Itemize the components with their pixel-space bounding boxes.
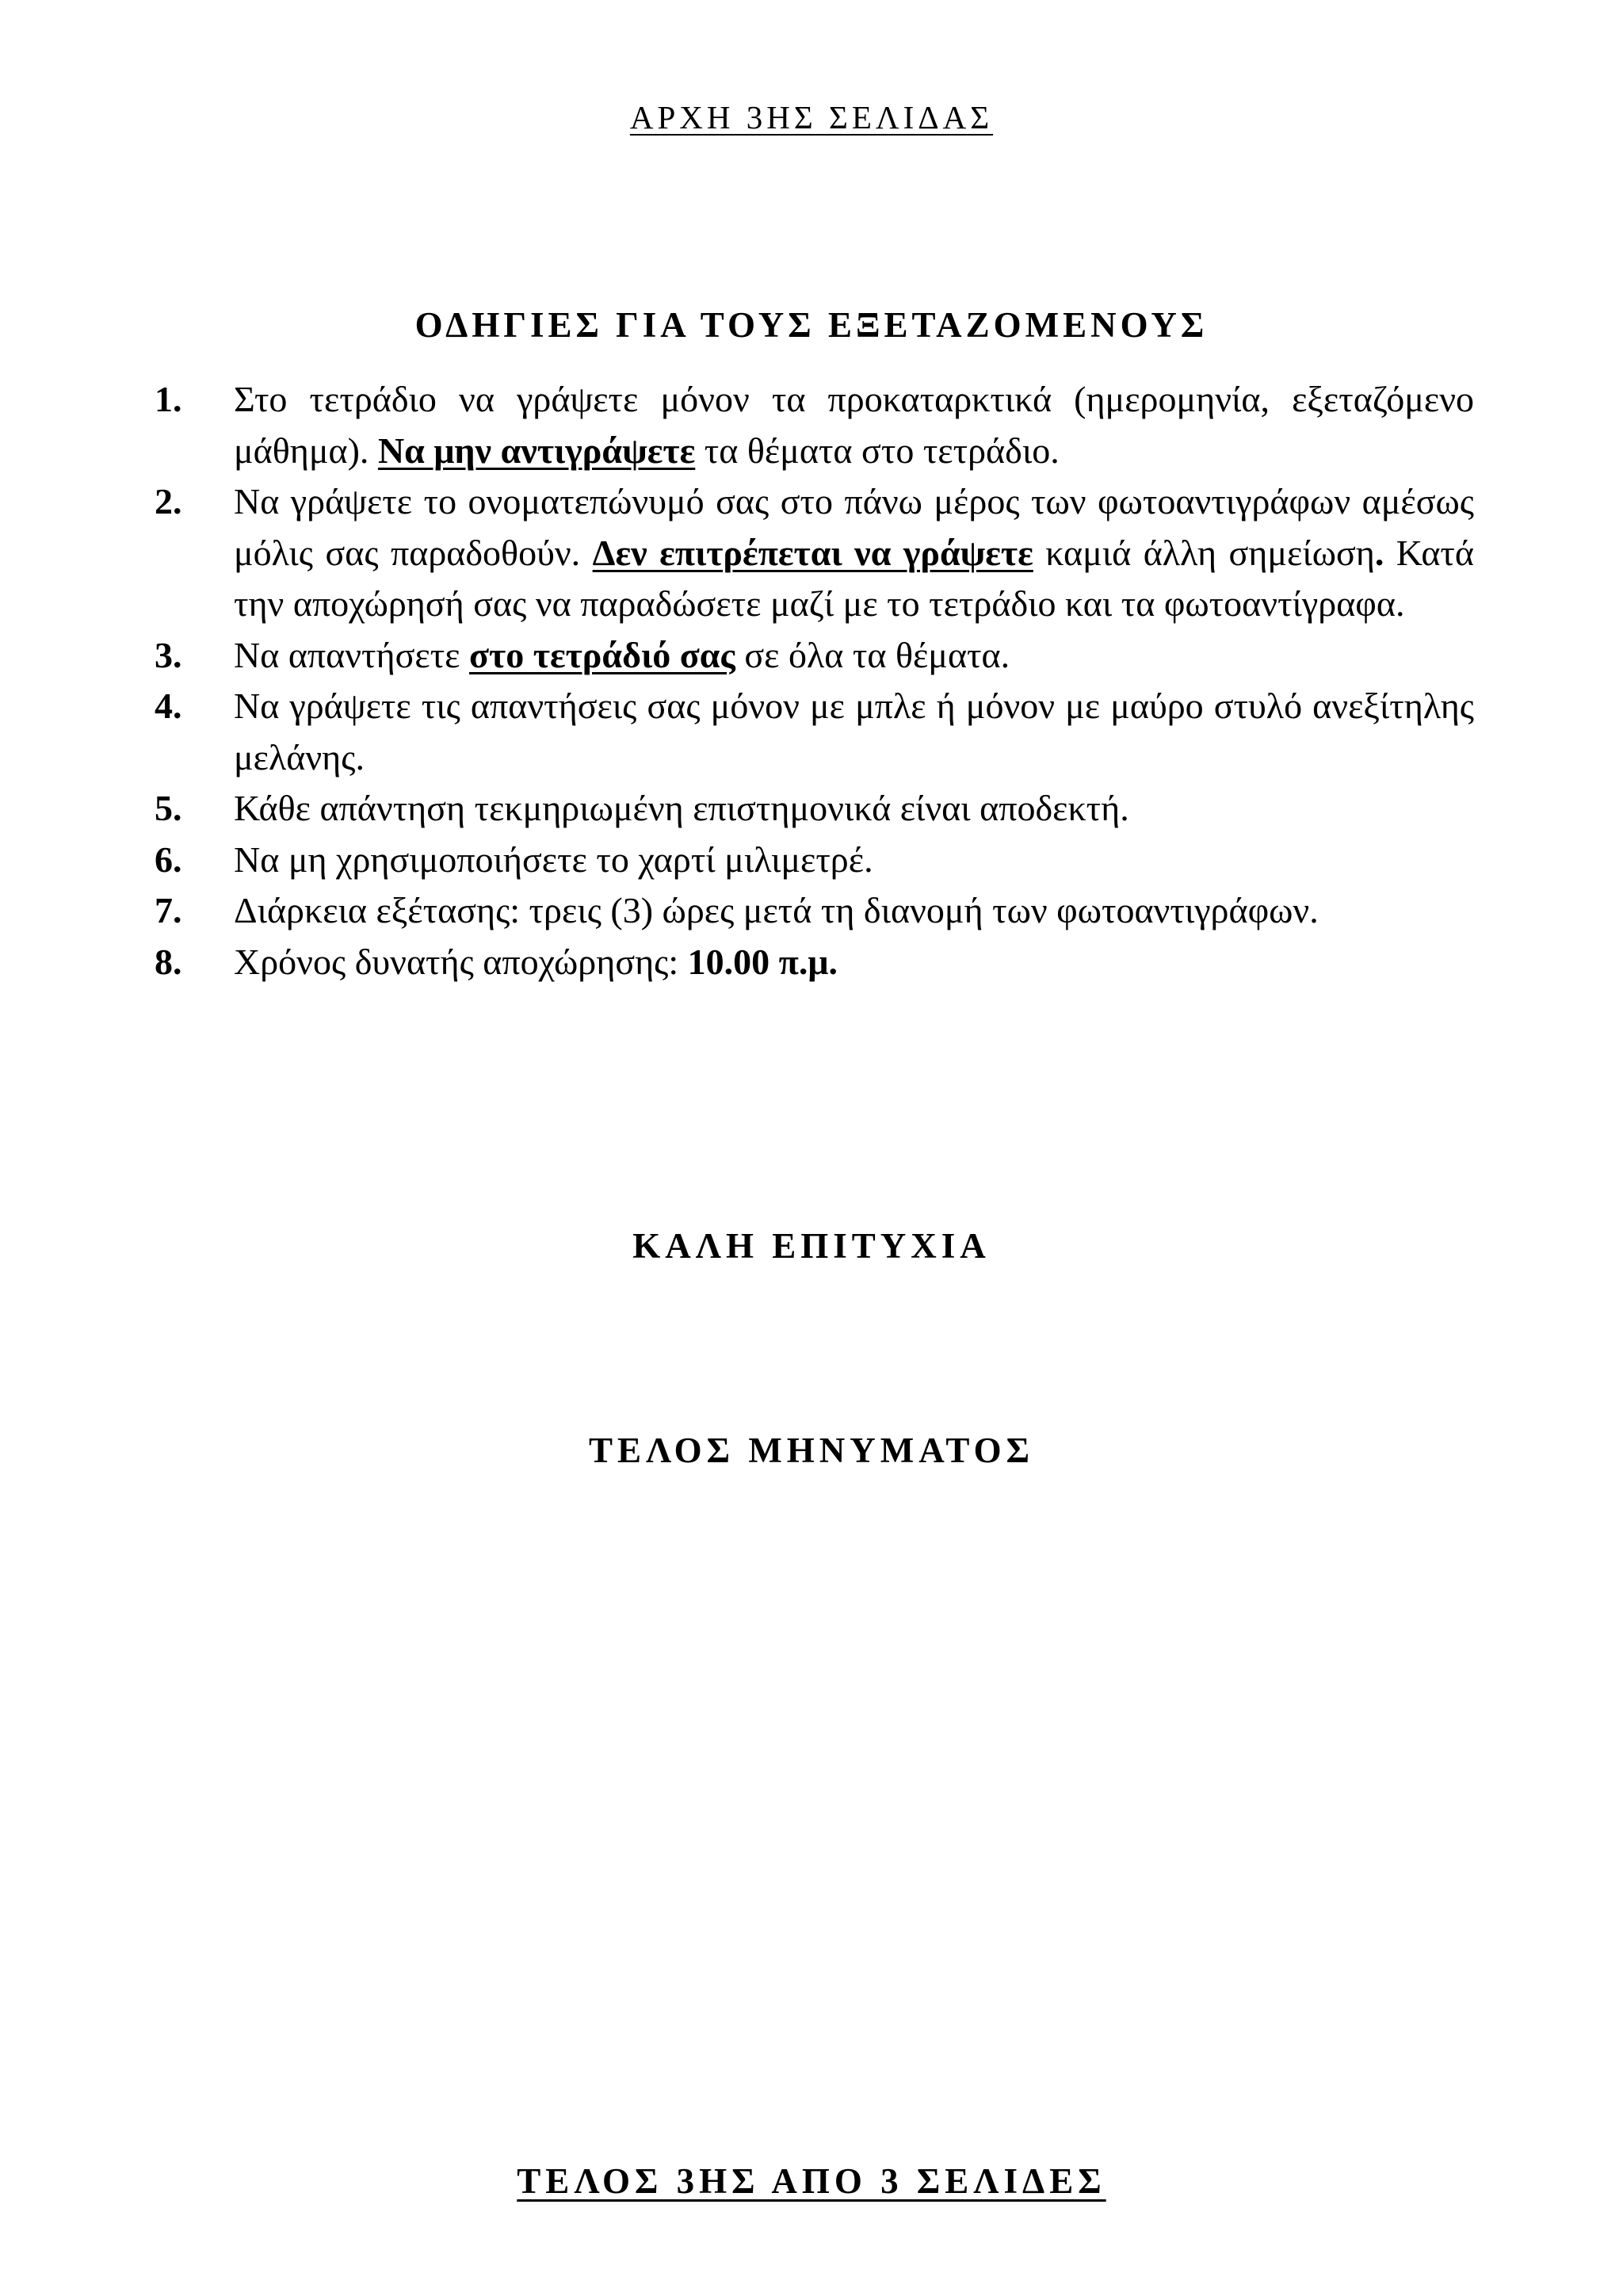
instruction-item (155, 885, 1474, 937)
instruction-number: 8. (155, 941, 182, 982)
page-footer: ΤΕΛΟΣ 3ΗΣ ΑΠΟ 3 ΣΕΛΙΔΕΣ (517, 2161, 1106, 2201)
instruction-text: Να απαντήσετε (234, 634, 470, 675)
instruction-text: Να γράψετε το ονοματεπώνυμό σας στο πάνω μέρος των φωτοαντιγράφων αμέσως μόλις σας παραδοθούν. (234, 481, 1474, 573)
instruction-number: 7. (155, 890, 182, 930)
instruction-number: 4. (155, 686, 182, 726)
instruction-item (155, 630, 1474, 682)
instruction-text: Κάθε απάντηση τεκμηριωμένη επιστημονικά είναι αποδεκτή. (234, 788, 1129, 828)
instruction-text: Διάρκεια εξέτασης: τρεις (3) ώρες μετά τη διανομή των φωτοαντιγράφων. (234, 890, 1319, 930)
instruction-emphasis: στο τετράδιό σας (469, 634, 735, 675)
instructions-list (155, 374, 1474, 988)
instruction-item (155, 374, 1474, 476)
instruction-number: 5. (155, 788, 182, 828)
instruction-number: 3. (155, 634, 182, 675)
end-message: ΤΕΛΟΣ ΜΗΝΥΜΑΤΟΣ (588, 1431, 1035, 1470)
instruction-emphasis: Να μην αντιγράψετε (377, 430, 696, 471)
instruction-text: Κατά την αποχώρησή σας να παραδώσετε μαζί με το τετράδιο και τα φωτοαντίγραφα. (234, 532, 1475, 624)
instruction-number: 1. (155, 379, 182, 419)
instructions-title: ΟΔΗΓΙΕΣ ΓΙΑ ΤΟΥΣ ΕΞΕΤΑΖΟΜΕΝΟΥΣ (414, 305, 1209, 345)
instruction-text: καμιά άλλη σημείωση (1033, 532, 1375, 573)
instruction-text: Χρόνος δυνατής αποχώρησης: (234, 941, 688, 982)
instruction-number: 6. (155, 839, 182, 880)
instruction-number: 2. (155, 481, 182, 521)
instruction-text: Να γράψετε τις απαντήσεις σας μόνον με μπλε ή μόνον με μαύρο στυλό ανεξίτηλης μελάνης. (234, 686, 1474, 777)
instruction-item (155, 783, 1474, 835)
instruction-item (155, 937, 1474, 988)
departure-time: 10.00 π.μ. (687, 941, 838, 982)
page-header: ΑΡΧΗ 3ΗΣ ΣΕΛΙΔΑΣ (629, 99, 994, 136)
instruction-item (155, 835, 1474, 886)
instruction-text: σε όλα τα θέματα. (735, 634, 1010, 675)
instruction-text: Να μη χρησιμοποιήσετε το χαρτί μιλιμετρέ. (234, 839, 873, 880)
instruction-text: Στο τετράδιο να γράψετε μόνον τα προκαταρκτικά (ημερομηνία, εξεταζόμενο μάθημα). (234, 379, 1474, 471)
instruction-emphasis: Δεν επιτρέπεται να γράψετε (592, 532, 1033, 573)
good-luck-text: ΚΑΛΗ ΕΠΙΤΥΧΙΑ (632, 1226, 991, 1266)
instruction-bold-dot: . (1374, 532, 1384, 573)
instruction-item (155, 681, 1474, 783)
instruction-text: τα θέματα στο τετράδιο. (695, 430, 1060, 471)
instruction-item (155, 476, 1474, 630)
